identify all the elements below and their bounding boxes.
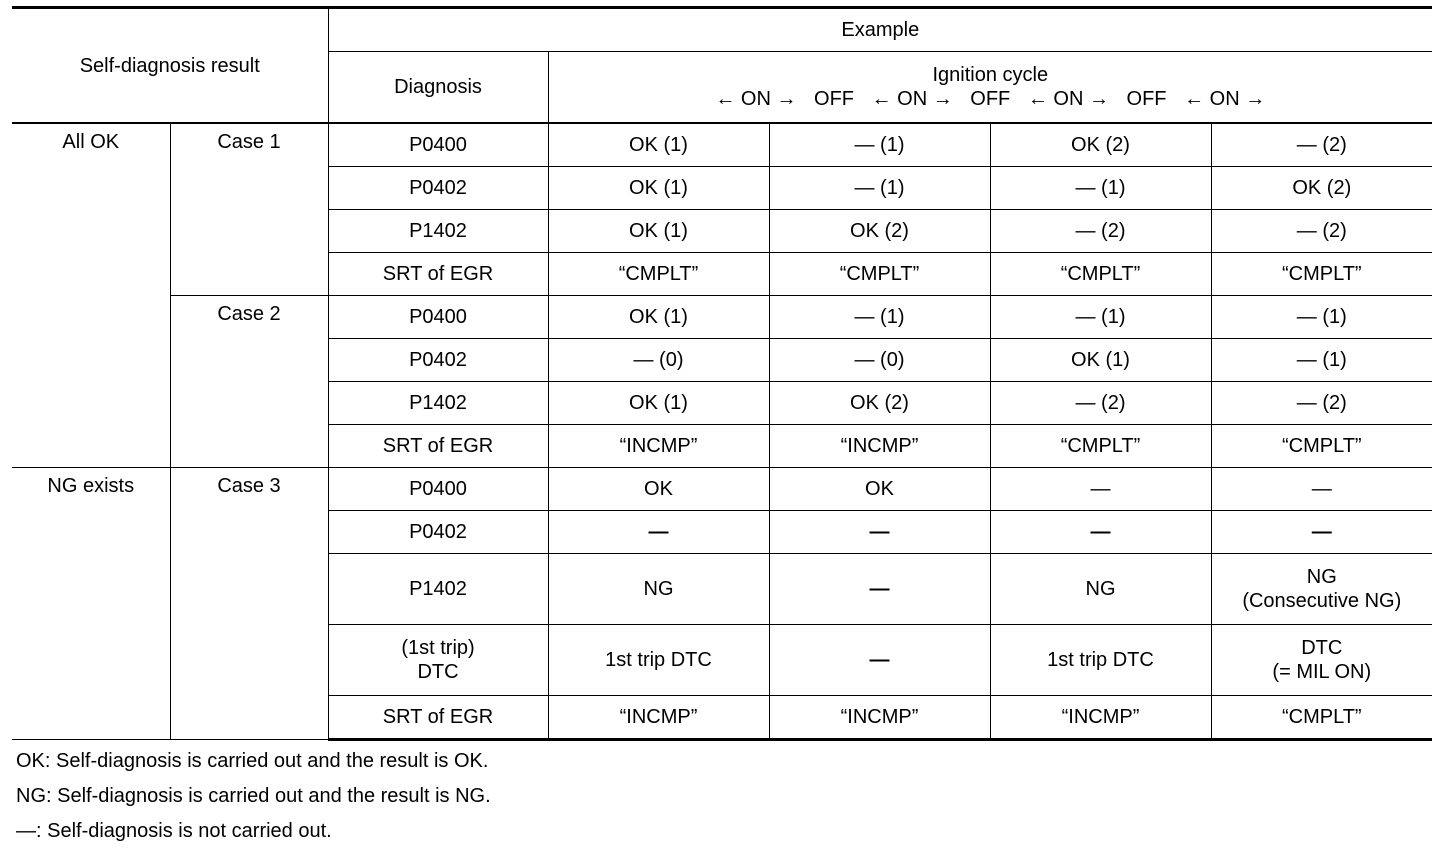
note-dash: —: Self-diagnosis is not carried out. [16,820,332,842]
value-cell: — [769,554,990,625]
diagnosis-cell: P0402 [328,167,548,210]
note-ok: OK: Self-diagnosis is carried out and the result is OK. [16,750,489,772]
diagnosis-cell [328,625,548,696]
cycle-step: OFF [1126,88,1167,110]
value-line: (= MIL ON) [1272,661,1372,683]
value-cell: OK (2) [769,382,990,425]
table-row [12,296,1432,339]
value-cell: OK [548,468,769,511]
value-cell: “CMPLT” [1211,425,1432,468]
diagnosis-line: DTC [417,661,459,683]
diagnosis-cell: P0400 [328,123,548,167]
value-cell: — (1) [990,296,1211,339]
value-cell: OK (2) [990,123,1211,167]
diagnosis-cell: P1402 [328,210,548,253]
value-cell: NG [990,554,1211,625]
value-cell: “CMPLT” [990,425,1211,468]
value-cell: — (2) [1211,382,1432,425]
value-cell: “INCMP” [769,425,990,468]
value-cell: “CMPLT” [769,253,990,296]
value-cell: — [769,511,990,554]
value-cell: — (0) [769,339,990,382]
diagnosis-line: (1st trip) [401,637,475,659]
value-cell [1211,554,1432,625]
diagnosis-cell: P0400 [328,468,548,511]
value-cell: “CMPLT” [1211,696,1432,740]
case-label: Case 1 [170,123,328,296]
value-cell: 1st trip DTC [990,625,1211,696]
value-cell: — [769,625,990,696]
cycle-step: ← ON → [1027,88,1109,110]
value-cell: OK (1) [548,123,769,167]
diagnosis-cell: SRT of EGR [328,696,548,740]
cycle-step: OFF [814,88,855,110]
legend-notes [16,744,491,849]
value-cell: OK [769,468,990,511]
value-cell: — (2) [1211,123,1432,167]
value-cell: — (1) [769,123,990,167]
value-cell: — [990,468,1211,511]
header-diagnosis: Diagnosis [328,52,548,124]
table-row [12,123,1432,167]
diagnosis-cell: P0402 [328,511,548,554]
value-cell: — (1) [769,296,990,339]
value-cell: NG [548,554,769,625]
value-cell: — [990,511,1211,554]
value-line: NG [1306,566,1337,588]
value-cell: OK (2) [1211,167,1432,210]
value-cell: — (0) [548,339,769,382]
value-cell: OK (1) [990,339,1211,382]
diagnosis-cell: P0400 [328,296,548,339]
table-row [12,468,1432,511]
header-example: Example [328,8,1432,52]
self-diagnosis-table [12,6,1432,741]
diagnosis-cell: SRT of EGR [328,253,548,296]
value-line: (Consecutive NG) [1242,590,1402,612]
group-label-all-ok: All OK [12,123,170,468]
header-ignition-cycle [548,52,1432,124]
cycle-step: ← ON → [871,88,953,110]
value-cell: “INCMP” [548,696,769,740]
value-cell: — [1211,468,1432,511]
diagnosis-cell: SRT of EGR [328,425,548,468]
value-cell: — (1) [769,167,990,210]
value-cell: “INCMP” [548,425,769,468]
value-cell: — (1) [1211,339,1432,382]
value-cell: OK (1) [548,167,769,210]
value-cell: OK (1) [548,382,769,425]
diagnosis-cell: P1402 [328,382,548,425]
value-cell: “INCMP” [769,696,990,740]
cycle-step: OFF [970,88,1011,110]
case-label: Case 3 [170,468,328,740]
value-cell: “CMPLT” [548,253,769,296]
value-cell: “CMPLT” [1211,253,1432,296]
value-cell: “CMPLT” [990,253,1211,296]
value-cell: OK (2) [769,210,990,253]
value-cell: OK (1) [548,296,769,339]
header-self-diagnosis-result: Self-diagnosis result [12,8,328,124]
value-cell: 1st trip DTC [548,625,769,696]
value-line: DTC [1301,637,1343,659]
value-cell: — [1211,511,1432,554]
diagnosis-cell: P0402 [328,339,548,382]
value-cell: OK (1) [548,210,769,253]
diagnosis-cell: P1402 [328,554,548,625]
cycle-step: ← ON → [715,88,797,110]
group-label-ng-exists: NG exists [12,468,170,740]
ignition-cycle-steps [553,87,1429,111]
value-cell: — (1) [1211,296,1432,339]
value-cell: — (1) [990,167,1211,210]
value-cell: — (2) [990,210,1211,253]
value-cell [1211,625,1432,696]
ignition-cycle-label: Ignition cycle [932,64,1049,86]
note-ng: NG: Self-diagnosis is carried out and the result is NG. [16,785,491,807]
value-cell: — (2) [1211,210,1432,253]
value-cell: — [548,511,769,554]
value-cell: — (2) [990,382,1211,425]
case-label: Case 2 [170,296,328,468]
value-cell: “INCMP” [990,696,1211,740]
cycle-step: ← ON → [1184,88,1266,110]
